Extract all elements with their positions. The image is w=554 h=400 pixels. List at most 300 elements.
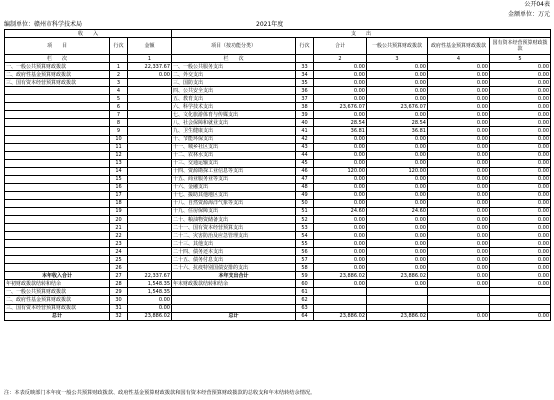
state-capital-amount: 0.00 — [490, 199, 551, 207]
income-line-no: 26 — [110, 264, 128, 272]
income-amount — [128, 95, 172, 103]
income-amount: 22,337.67 — [128, 63, 172, 71]
expense-line-no: 52 — [296, 215, 314, 223]
state-capital-amount: 0.00 — [490, 119, 551, 127]
fiscal-appropriation-table — [4, 29, 551, 321]
gov-fund-amount: 0.00 — [428, 207, 490, 215]
general-amount: 24.60 — [367, 207, 428, 215]
expense-item: 六、科学技术支出 — [172, 103, 296, 111]
income-amount — [128, 175, 172, 183]
state-capital-amount: 0.00 — [490, 175, 551, 183]
state-capital-amount: 0.00 — [490, 191, 551, 199]
expense-line-no: 47 — [296, 175, 314, 183]
col-amount: 金额 — [128, 38, 172, 55]
total-amount: 0.00 — [314, 135, 367, 143]
income-item — [5, 135, 110, 143]
state-capital-amount: 0.00 — [490, 167, 551, 175]
col-general: 一般公共预算财政拨款 — [367, 38, 428, 55]
table-row — [5, 312, 551, 320]
expense-line-no: 44 — [296, 151, 314, 159]
income-item: 二、政府性基金预算财政拨款 — [5, 296, 110, 304]
gov-fund-amount: 0.00 — [428, 159, 490, 167]
general-amount: 0.00 — [367, 71, 428, 79]
expense-item: 四、公共安全支出 — [172, 87, 296, 95]
income-item: 本年收入合计 — [5, 272, 110, 280]
table-row — [5, 135, 551, 143]
total-amount: 0.00 — [314, 215, 367, 223]
income-line-no: 28 — [110, 280, 128, 288]
state-capital-amount: 0.00 — [490, 135, 551, 143]
general-amount: 0.00 — [367, 87, 428, 95]
income-item — [5, 256, 110, 264]
total-amount: 0.00 — [314, 224, 367, 232]
expense-item: 一、一般公共服务支出 — [172, 63, 296, 71]
total-amount: 0.00 — [314, 87, 367, 95]
total-amount: 0.00 — [314, 95, 367, 103]
income-line-no: 1 — [110, 63, 128, 71]
col-item: 项 目 — [5, 38, 110, 55]
income-amount — [128, 183, 172, 191]
income-line-no: 2 — [110, 71, 128, 79]
table-row — [5, 191, 551, 199]
income-item — [5, 167, 110, 175]
header-row-section — [5, 30, 551, 38]
income-item — [5, 119, 110, 127]
expense-line-no: 60 — [296, 280, 314, 288]
unit-label: 金额单位：万元 — [507, 11, 550, 18]
gov-fund-amount: 0.00 — [428, 199, 490, 207]
general-amount: 0.00 — [367, 199, 428, 207]
income-item — [5, 264, 110, 272]
expense-line-no: 46 — [296, 167, 314, 175]
general-amount: 0.00 — [367, 240, 428, 248]
income-amount: 1,548.35 — [128, 280, 172, 288]
table-row — [5, 127, 551, 135]
total-amount: 0.00 — [314, 256, 367, 264]
income-amount — [128, 151, 172, 159]
col-num-1: 1 — [128, 55, 172, 63]
state-capital-amount: 0.00 — [490, 240, 551, 248]
table-row — [5, 296, 551, 304]
income-item: 二、政府性基金预算财政拨款 — [5, 71, 110, 79]
income-item: 一、一般公共预算财政拨款 — [5, 288, 110, 296]
general-amount: 0.00 — [367, 224, 428, 232]
col-label-2: 栏 次 — [172, 55, 296, 63]
income-item: 三、国有资本经营预算财政拨款 — [5, 79, 110, 87]
gov-fund-amount — [428, 288, 490, 296]
expense-line-no: 58 — [296, 264, 314, 272]
income-amount — [128, 135, 172, 143]
general-amount: 36.81 — [367, 127, 428, 135]
general-amount: 0.00 — [367, 183, 428, 191]
gov-fund-amount: 0.00 — [428, 240, 490, 248]
general-amount: 0.00 — [367, 111, 428, 119]
state-capital-amount: 0.00 — [490, 183, 551, 191]
income-line-no: 13 — [110, 159, 128, 167]
gov-fund-amount: 0.00 — [428, 71, 490, 79]
income-item: 年初财政拨款结转和结余 — [5, 280, 110, 288]
gov-fund-amount: 0.00 — [428, 103, 490, 111]
total-amount: 0.00 — [314, 71, 367, 79]
gov-fund-amount: 0.00 — [428, 224, 490, 232]
table-row — [5, 71, 551, 79]
table-row — [5, 103, 551, 111]
income-amount: 23,886.02 — [128, 312, 172, 320]
expense-line-no: 57 — [296, 256, 314, 264]
income-line-no: 20 — [110, 215, 128, 223]
expense-line-no: 55 — [296, 240, 314, 248]
total-amount: 0.00 — [314, 248, 367, 256]
state-capital-amount: 0.00 — [490, 143, 551, 151]
col-line-no-2: 行次 — [296, 38, 314, 55]
expense-item: 十七、援助其他地区支出 — [172, 191, 296, 199]
general-amount: 0.00 — [367, 175, 428, 183]
total-amount: 0.00 — [314, 79, 367, 87]
expense-item: 二十、粮油物资储备支出 — [172, 215, 296, 223]
income-line-no: 3 — [110, 79, 128, 87]
income-item — [5, 240, 110, 248]
state-capital-amount: 0.00 — [490, 248, 551, 256]
income-line-no: 19 — [110, 207, 128, 215]
expense-line-no: 54 — [296, 232, 314, 240]
col-gov-fund: 政府性基金预算财政拨款 — [428, 38, 490, 55]
table-row — [5, 240, 551, 248]
report-code: 公开04表 — [524, 1, 550, 8]
expense-item: 七、文化旅游体育与传媒支出 — [172, 111, 296, 119]
expense-line-no: 50 — [296, 199, 314, 207]
expense-line-no: 64 — [296, 312, 314, 320]
expense-item: 本年支出合计 — [172, 272, 296, 280]
table-row — [5, 304, 551, 312]
general-amount: 0.00 — [367, 215, 428, 223]
gov-fund-amount: 0.00 — [428, 191, 490, 199]
table-row — [5, 288, 551, 296]
gov-fund-amount: 0.00 — [428, 143, 490, 151]
income-item — [5, 207, 110, 215]
total-amount: 23,886.02 — [314, 312, 367, 320]
income-amount — [128, 111, 172, 119]
col-label: 栏 次 — [5, 55, 110, 63]
state-capital-amount: 0.00 — [490, 71, 551, 79]
state-capital-amount: 0.00 — [490, 280, 551, 288]
income-item — [5, 103, 110, 111]
expense-line-no: 36 — [296, 87, 314, 95]
table-row — [5, 159, 551, 167]
total-amount: 0.00 — [314, 183, 367, 191]
total-amount: 0.00 — [314, 240, 367, 248]
income-amount — [128, 256, 172, 264]
state-capital-amount — [490, 296, 551, 304]
total-amount: 0.00 — [314, 111, 367, 119]
general-amount: 0.00 — [367, 151, 428, 159]
state-capital-amount: 0.00 — [490, 87, 551, 95]
total-amount: 0.00 — [314, 143, 367, 151]
state-capital-amount: 0.00 — [490, 103, 551, 111]
general-amount: 23,886.02 — [367, 312, 428, 320]
state-capital-amount: 0.00 — [490, 159, 551, 167]
expense-line-no: 37 — [296, 95, 314, 103]
table-row — [5, 143, 551, 151]
table-row — [5, 95, 551, 103]
expense-line-no: 59 — [296, 272, 314, 280]
state-capital-amount — [490, 288, 551, 296]
gov-fund-amount: 0.00 — [428, 256, 490, 264]
table-row — [5, 199, 551, 207]
general-amount: 0.00 — [367, 63, 428, 71]
income-header: 收 入 — [5, 30, 172, 38]
gov-fund-amount: 0.00 — [428, 312, 490, 320]
gov-fund-amount: 0.00 — [428, 151, 490, 159]
gov-fund-amount: 0.00 — [428, 127, 490, 135]
state-capital-amount: 0.00 — [490, 111, 551, 119]
table-row — [5, 215, 551, 223]
general-amount: 23,886.02 — [367, 272, 428, 280]
expense-line-no: 61 — [296, 288, 314, 296]
state-capital-amount: 0.00 — [490, 63, 551, 71]
table-row — [5, 87, 551, 95]
income-line-no: 24 — [110, 248, 128, 256]
table-row — [5, 248, 551, 256]
income-line-no: 18 — [110, 199, 128, 207]
income-amount — [128, 79, 172, 87]
general-amount: 28.54 — [367, 119, 428, 127]
expense-item: 二十二、灾害防治及应急管理支出 — [172, 232, 296, 240]
general-amount: 120.00 — [367, 167, 428, 175]
total-amount: 28.54 — [314, 119, 367, 127]
income-amount — [128, 199, 172, 207]
gov-fund-amount: 0.00 — [428, 167, 490, 175]
total-amount — [314, 304, 367, 312]
expense-line-no: 42 — [296, 135, 314, 143]
general-amount — [367, 288, 428, 296]
income-amount — [128, 167, 172, 175]
table-row — [5, 79, 551, 87]
general-amount: 0.00 — [367, 135, 428, 143]
expense-item: 十八、自然资源海洋气象等支出 — [172, 199, 296, 207]
table-row — [5, 167, 551, 175]
general-amount: 0.00 — [367, 256, 428, 264]
expense-item: 十、节能环保支出 — [172, 135, 296, 143]
general-amount: 0.00 — [367, 191, 428, 199]
expense-line-no: 51 — [296, 207, 314, 215]
expense-item: 十五、商业服务业等支出 — [172, 175, 296, 183]
empty-cell — [296, 55, 314, 63]
gov-fund-amount: 0.00 — [428, 87, 490, 95]
expense-item: 二十六、抗疫特别国债安排的支出 — [172, 264, 296, 272]
expense-item: 十九、住房保障支出 — [172, 207, 296, 215]
income-line-no: 30 — [110, 296, 128, 304]
col-func-item: 项目（按功能分类） — [172, 38, 296, 55]
header-row-numbers — [5, 55, 551, 63]
expense-item — [172, 304, 296, 312]
income-amount — [128, 191, 172, 199]
expense-item: 十四、资源勘探工业信息等支出 — [172, 167, 296, 175]
gov-fund-amount: 0.00 — [428, 215, 490, 223]
income-amount — [128, 87, 172, 95]
state-capital-amount: 0.00 — [490, 272, 551, 280]
income-amount: 0.00 — [128, 296, 172, 304]
col-line-no: 行次 — [110, 38, 128, 55]
income-item — [5, 151, 110, 159]
table-row — [5, 224, 551, 232]
expense-line-no: 41 — [296, 127, 314, 135]
expense-item: 九、卫生健康支出 — [172, 127, 296, 135]
gov-fund-amount: 0.00 — [428, 63, 490, 71]
income-line-no: 31 — [110, 304, 128, 312]
expense-line-no: 39 — [296, 111, 314, 119]
general-amount: 0.00 — [367, 159, 428, 167]
state-capital-amount: 0.00 — [490, 79, 551, 87]
income-line-no: 11 — [110, 143, 128, 151]
expense-item: 十一、城乡社区支出 — [172, 143, 296, 151]
state-capital-amount: 0.00 — [490, 256, 551, 264]
state-capital-amount: 0.00 — [490, 95, 551, 103]
state-capital-amount: 0.00 — [490, 224, 551, 232]
col-num-5: 5 — [490, 55, 551, 63]
gov-fund-amount: 0.00 — [428, 248, 490, 256]
income-amount — [128, 215, 172, 223]
income-item — [5, 232, 110, 240]
gov-fund-amount: 0.00 — [428, 135, 490, 143]
income-amount — [128, 232, 172, 240]
income-amount — [128, 127, 172, 135]
expense-line-no: 63 — [296, 304, 314, 312]
gov-fund-amount — [428, 304, 490, 312]
expense-item: 三、国防支出 — [172, 79, 296, 87]
general-amount: 0.00 — [367, 232, 428, 240]
income-item: 一、一般公共预算财政拨款 — [5, 63, 110, 71]
general-amount: 0.00 — [367, 264, 428, 272]
income-item — [5, 248, 110, 256]
header-row-columns — [5, 38, 551, 55]
expense-item: 二十五、债务付息支出 — [172, 256, 296, 264]
gov-fund-amount: 0.00 — [428, 232, 490, 240]
income-amount — [128, 119, 172, 127]
income-line-no: 21 — [110, 224, 128, 232]
expense-line-no: 53 — [296, 224, 314, 232]
col-num-2: 2 — [314, 55, 367, 63]
state-capital-amount: 0.00 — [490, 215, 551, 223]
income-line-no: 9 — [110, 127, 128, 135]
state-capital-amount: 0.00 — [490, 232, 551, 240]
income-line-no: 32 — [110, 312, 128, 320]
expense-item: 总计 — [172, 312, 296, 320]
total-amount: 0.00 — [314, 159, 367, 167]
total-amount: 23,886.02 — [314, 272, 367, 280]
general-amount: 0.00 — [367, 143, 428, 151]
income-line-no: 22 — [110, 232, 128, 240]
expense-line-no: 49 — [296, 191, 314, 199]
state-capital-amount: 0.00 — [490, 264, 551, 272]
income-amount — [128, 207, 172, 215]
general-amount: 0.00 — [367, 280, 428, 288]
expense-item — [172, 288, 296, 296]
income-line-no: 8 — [110, 119, 128, 127]
income-amount — [128, 224, 172, 232]
gov-fund-amount: 0.00 — [428, 95, 490, 103]
income-line-no: 4 — [110, 87, 128, 95]
general-amount: 0.00 — [367, 248, 428, 256]
state-capital-amount: 0.00 — [490, 207, 551, 215]
col-num-3: 3 — [367, 55, 428, 63]
income-amount: 1,548.35 — [128, 288, 172, 296]
total-amount: 23,676.07 — [314, 103, 367, 111]
gov-fund-amount: 0.00 — [428, 119, 490, 127]
income-item — [5, 143, 110, 151]
total-amount: 120.00 — [314, 167, 367, 175]
report-year: 2021年度 — [256, 21, 284, 28]
expense-header: 支 出 — [172, 30, 551, 38]
col-num-4: 4 — [428, 55, 490, 63]
total-amount: 0.00 — [314, 199, 367, 207]
income-item — [5, 199, 110, 207]
expense-item: 二十一、国有资本经营预算支出 — [172, 224, 296, 232]
income-item — [5, 215, 110, 223]
gov-fund-amount: 0.00 — [428, 79, 490, 87]
table-row — [5, 280, 551, 288]
general-amount: 0.00 — [367, 79, 428, 87]
expense-item: 二十四、债务还本支出 — [172, 248, 296, 256]
income-amount — [128, 264, 172, 272]
income-amount: 0.00 — [128, 71, 172, 79]
expense-item: 二十三、其他支出 — [172, 240, 296, 248]
table-row — [5, 256, 551, 264]
income-line-no: 15 — [110, 175, 128, 183]
income-item — [5, 175, 110, 183]
general-amount: 23,676.07 — [367, 103, 428, 111]
income-item — [5, 95, 110, 103]
expense-item: 十二、农林水支出 — [172, 151, 296, 159]
table-row — [5, 151, 551, 159]
total-amount: 24.60 — [314, 207, 367, 215]
col-state-capital: 国有资本经营预算财政拨款 — [490, 38, 551, 55]
income-line-no: 29 — [110, 288, 128, 296]
table-row — [5, 119, 551, 127]
expense-item: 十六、金融支出 — [172, 183, 296, 191]
income-line-no: 27 — [110, 272, 128, 280]
income-line-no: 17 — [110, 191, 128, 199]
gov-fund-amount: 0.00 — [428, 183, 490, 191]
expense-item: 年末财政拨款结转和结余 — [172, 280, 296, 288]
general-amount: 0.00 — [367, 95, 428, 103]
expense-line-no: 35 — [296, 79, 314, 87]
expense-item: 五、教育支出 — [172, 95, 296, 103]
income-item — [5, 224, 110, 232]
total-amount: 0.00 — [314, 264, 367, 272]
table-row — [5, 264, 551, 272]
income-item — [5, 191, 110, 199]
table-row — [5, 175, 551, 183]
income-item: 总计 — [5, 312, 110, 320]
expense-item: 八、社会保障和就业支出 — [172, 119, 296, 127]
total-amount: 0.00 — [314, 280, 367, 288]
income-line-no: 25 — [110, 256, 128, 264]
table-row — [5, 111, 551, 119]
income-line-no: 5 — [110, 95, 128, 103]
table-row — [5, 272, 551, 280]
empty-cell — [110, 55, 128, 63]
gov-fund-amount: 0.00 — [428, 111, 490, 119]
income-line-no: 14 — [110, 167, 128, 175]
state-capital-amount: 0.00 — [490, 127, 551, 135]
footnote: 注：本表反映部门本年度一般公共预算财政拨款、政府性基金预算财政拨款和国有资本经营预算财政拨款的总收支和年末结转结余情况。 — [4, 390, 316, 396]
income-line-no: 6 — [110, 103, 128, 111]
org-label: 编制单位：赣州市科学技术局 — [4, 21, 83, 28]
income-amount: 22,337.67 — [128, 272, 172, 280]
income-item — [5, 127, 110, 135]
income-amount: 0.00 — [128, 304, 172, 312]
total-amount — [314, 288, 367, 296]
